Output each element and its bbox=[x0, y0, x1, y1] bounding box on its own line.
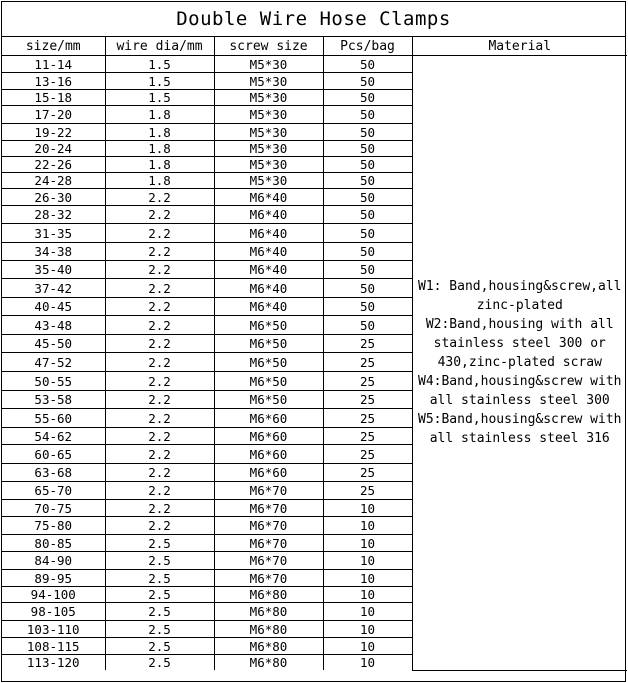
clamp-spec-sheet bbox=[1, 1, 626, 682]
cell-wire-dia: 1.8 bbox=[105, 141, 214, 157]
cell-wire-dia: 2.2 bbox=[105, 500, 214, 517]
cell-size: 84-90 bbox=[2, 552, 105, 570]
cell-pcs-bag: 10 bbox=[323, 587, 412, 603]
cell-wire-dia: 2.2 bbox=[105, 353, 214, 372]
cell-wire-dia: 2.2 bbox=[105, 409, 214, 428]
cell-size: 55-60 bbox=[2, 409, 105, 428]
cell-wire-dia: 2.2 bbox=[105, 224, 214, 243]
cell-screw-size: M6*40 bbox=[214, 298, 323, 316]
cell-wire-dia: 2.5 bbox=[105, 621, 214, 638]
cell-size: 11-14 bbox=[2, 56, 105, 73]
cell-screw-size: M6*40 bbox=[214, 189, 323, 206]
cell-size: 113-120 bbox=[2, 655, 105, 671]
cell-screw-size: M6*40 bbox=[214, 206, 323, 224]
cell-pcs-bag: 10 bbox=[323, 621, 412, 638]
cell-size: 28-32 bbox=[2, 206, 105, 224]
cell-pcs-bag: 10 bbox=[323, 552, 412, 570]
cell-wire-dia: 2.2 bbox=[105, 517, 214, 535]
cell-pcs-bag: 50 bbox=[323, 279, 412, 298]
cell-pcs-bag: 50 bbox=[323, 141, 412, 157]
cell-size: 37-42 bbox=[2, 279, 105, 298]
cell-wire-dia: 2.2 bbox=[105, 206, 214, 224]
cell-pcs-bag: 10 bbox=[323, 638, 412, 655]
cell-size: 31-35 bbox=[2, 224, 105, 243]
cell-screw-size: M6*40 bbox=[214, 279, 323, 298]
cell-size: 89-95 bbox=[2, 570, 105, 587]
cell-size: 13-16 bbox=[2, 73, 105, 90]
cell-screw-size: M6*50 bbox=[214, 316, 323, 335]
material-note: W2:Band,housing with all stainless steel 300 or 430,zinc-plated scraw bbox=[425, 317, 614, 371]
cell-screw-size: M6*60 bbox=[214, 409, 323, 428]
cell-size: 26-30 bbox=[2, 189, 105, 206]
cell-wire-dia: 2.5 bbox=[105, 552, 214, 570]
spec-table bbox=[2, 37, 627, 671]
material-note: W4:Band,housing&screw with all stainless steel 300 bbox=[418, 374, 622, 409]
header-material: Material bbox=[412, 37, 627, 56]
cell-screw-size: M6*40 bbox=[214, 243, 323, 261]
cell-screw-size: M6*80 bbox=[214, 655, 323, 671]
cell-pcs-bag: 25 bbox=[323, 372, 412, 391]
cell-wire-dia: 1.8 bbox=[105, 157, 214, 173]
cell-pcs-bag: 10 bbox=[323, 517, 412, 535]
cell-size: 45-50 bbox=[2, 335, 105, 353]
cell-size: 75-80 bbox=[2, 517, 105, 535]
cell-pcs-bag: 50 bbox=[323, 316, 412, 335]
cell-screw-size: M5*30 bbox=[214, 90, 323, 106]
cell-wire-dia: 2.2 bbox=[105, 316, 214, 335]
cell-size: 17-20 bbox=[2, 106, 105, 124]
cell-wire-dia: 2.2 bbox=[105, 372, 214, 391]
cell-pcs-bag: 25 bbox=[323, 464, 412, 482]
cell-size: 63-68 bbox=[2, 464, 105, 482]
cell-size: 60-65 bbox=[2, 445, 105, 464]
cell-wire-dia: 2.2 bbox=[105, 391, 214, 409]
cell-pcs-bag: 25 bbox=[323, 409, 412, 428]
cell-pcs-bag: 50 bbox=[323, 224, 412, 243]
cell-size: 50-55 bbox=[2, 372, 105, 391]
cell-size: 35-40 bbox=[2, 261, 105, 279]
cell-screw-size: M5*30 bbox=[214, 73, 323, 90]
cell-wire-dia: 1.5 bbox=[105, 90, 214, 106]
cell-pcs-bag: 25 bbox=[323, 391, 412, 409]
cell-pcs-bag: 50 bbox=[323, 73, 412, 90]
cell-screw-size: M5*30 bbox=[214, 173, 323, 189]
cell-screw-size: M5*30 bbox=[214, 106, 323, 124]
cell-pcs-bag: 10 bbox=[323, 535, 412, 552]
cell-screw-size: M6*70 bbox=[214, 517, 323, 535]
material-cell bbox=[412, 56, 627, 671]
cell-wire-dia: 2.5 bbox=[105, 603, 214, 621]
cell-pcs-bag: 25 bbox=[323, 445, 412, 464]
cell-size: 80-85 bbox=[2, 535, 105, 552]
cell-size: 22-26 bbox=[2, 157, 105, 173]
cell-wire-dia: 2.2 bbox=[105, 335, 214, 353]
cell-pcs-bag: 25 bbox=[323, 353, 412, 372]
cell-size: 47-52 bbox=[2, 353, 105, 372]
cell-screw-size: M6*50 bbox=[214, 335, 323, 353]
cell-size: 94-100 bbox=[2, 587, 105, 603]
cell-pcs-bag: 25 bbox=[323, 428, 412, 445]
cell-wire-dia: 2.2 bbox=[105, 445, 214, 464]
material-note: W1: Band,housing&screw,all zinc-plated bbox=[418, 279, 622, 314]
cell-pcs-bag: 50 bbox=[323, 157, 412, 173]
cell-screw-size: M6*40 bbox=[214, 224, 323, 243]
table-body bbox=[2, 56, 627, 671]
cell-wire-dia: 2.2 bbox=[105, 279, 214, 298]
cell-pcs-bag: 10 bbox=[323, 570, 412, 587]
cell-screw-size: M5*30 bbox=[214, 56, 323, 73]
header-size: size/mm bbox=[2, 37, 105, 56]
cell-wire-dia: 2.2 bbox=[105, 482, 214, 500]
cell-pcs-bag: 25 bbox=[323, 482, 412, 500]
cell-wire-dia: 2.2 bbox=[105, 464, 214, 482]
cell-screw-size: M6*50 bbox=[214, 353, 323, 372]
cell-size: 108-115 bbox=[2, 638, 105, 655]
cell-size: 98-105 bbox=[2, 603, 105, 621]
cell-screw-size: M6*60 bbox=[214, 445, 323, 464]
cell-wire-dia: 1.5 bbox=[105, 73, 214, 90]
cell-pcs-bag: 50 bbox=[323, 298, 412, 316]
cell-pcs-bag: 50 bbox=[323, 189, 412, 206]
cell-screw-size: M6*40 bbox=[214, 261, 323, 279]
cell-pcs-bag: 50 bbox=[323, 56, 412, 73]
material-note: W5:Band,housing&screw with all stainless steel 316 bbox=[418, 412, 622, 447]
cell-wire-dia: 2.5 bbox=[105, 638, 214, 655]
cell-size: 20-24 bbox=[2, 141, 105, 157]
cell-screw-size: M6*70 bbox=[214, 500, 323, 517]
cell-pcs-bag: 50 bbox=[323, 173, 412, 189]
cell-pcs-bag: 10 bbox=[323, 603, 412, 621]
cell-size: 54-62 bbox=[2, 428, 105, 445]
sheet-title: Double Wire Hose Clamps bbox=[2, 2, 625, 37]
cell-screw-size: M6*50 bbox=[214, 391, 323, 409]
cell-wire-dia: 2.2 bbox=[105, 298, 214, 316]
cell-wire-dia: 2.2 bbox=[105, 261, 214, 279]
cell-pcs-bag: 50 bbox=[323, 106, 412, 124]
cell-screw-size: M6*50 bbox=[214, 372, 323, 391]
cell-screw-size: M6*70 bbox=[214, 552, 323, 570]
cell-wire-dia: 2.2 bbox=[105, 189, 214, 206]
cell-size: 103-110 bbox=[2, 621, 105, 638]
cell-size: 65-70 bbox=[2, 482, 105, 500]
cell-wire-dia: 2.5 bbox=[105, 655, 214, 671]
header-pcs-bag: Pcs/bag bbox=[323, 37, 412, 56]
cell-wire-dia: 2.2 bbox=[105, 243, 214, 261]
cell-size: 24-28 bbox=[2, 173, 105, 189]
cell-wire-dia: 2.5 bbox=[105, 587, 214, 603]
cell-pcs-bag: 25 bbox=[323, 335, 412, 353]
cell-wire-dia: 1.5 bbox=[105, 56, 214, 73]
cell-screw-size: M6*70 bbox=[214, 482, 323, 500]
cell-wire-dia: 1.8 bbox=[105, 124, 214, 141]
cell-size: 19-22 bbox=[2, 124, 105, 141]
cell-wire-dia: 2.2 bbox=[105, 428, 214, 445]
cell-size: 70-75 bbox=[2, 500, 105, 517]
cell-screw-size: M6*80 bbox=[214, 603, 323, 621]
cell-screw-size: M6*80 bbox=[214, 621, 323, 638]
cell-size: 34-38 bbox=[2, 243, 105, 261]
cell-wire-dia: 2.5 bbox=[105, 535, 214, 552]
cell-wire-dia: 1.8 bbox=[105, 106, 214, 124]
cell-size: 53-58 bbox=[2, 391, 105, 409]
table-row bbox=[2, 56, 627, 73]
cell-pcs-bag: 50 bbox=[323, 206, 412, 224]
header-screw-size: screw size bbox=[214, 37, 323, 56]
cell-screw-size: M5*30 bbox=[214, 141, 323, 157]
cell-screw-size: M6*70 bbox=[214, 570, 323, 587]
cell-pcs-bag: 50 bbox=[323, 261, 412, 279]
cell-pcs-bag: 50 bbox=[323, 243, 412, 261]
cell-pcs-bag: 10 bbox=[323, 655, 412, 671]
cell-pcs-bag: 10 bbox=[323, 500, 412, 517]
header-wire-dia: wire dia/mm bbox=[105, 37, 214, 56]
cell-screw-size: M6*60 bbox=[214, 428, 323, 445]
cell-screw-size: M6*70 bbox=[214, 535, 323, 552]
cell-pcs-bag: 50 bbox=[323, 90, 412, 106]
cell-screw-size: M6*80 bbox=[214, 638, 323, 655]
cell-screw-size: M6*80 bbox=[214, 587, 323, 603]
cell-size: 43-48 bbox=[2, 316, 105, 335]
cell-pcs-bag: 50 bbox=[323, 124, 412, 141]
cell-wire-dia: 1.8 bbox=[105, 173, 214, 189]
cell-size: 15-18 bbox=[2, 90, 105, 106]
header-row bbox=[2, 37, 627, 56]
cell-screw-size: M5*30 bbox=[214, 157, 323, 173]
cell-screw-size: M6*60 bbox=[214, 464, 323, 482]
cell-size: 40-45 bbox=[2, 298, 105, 316]
cell-screw-size: M5*30 bbox=[214, 124, 323, 141]
cell-wire-dia: 2.5 bbox=[105, 570, 214, 587]
